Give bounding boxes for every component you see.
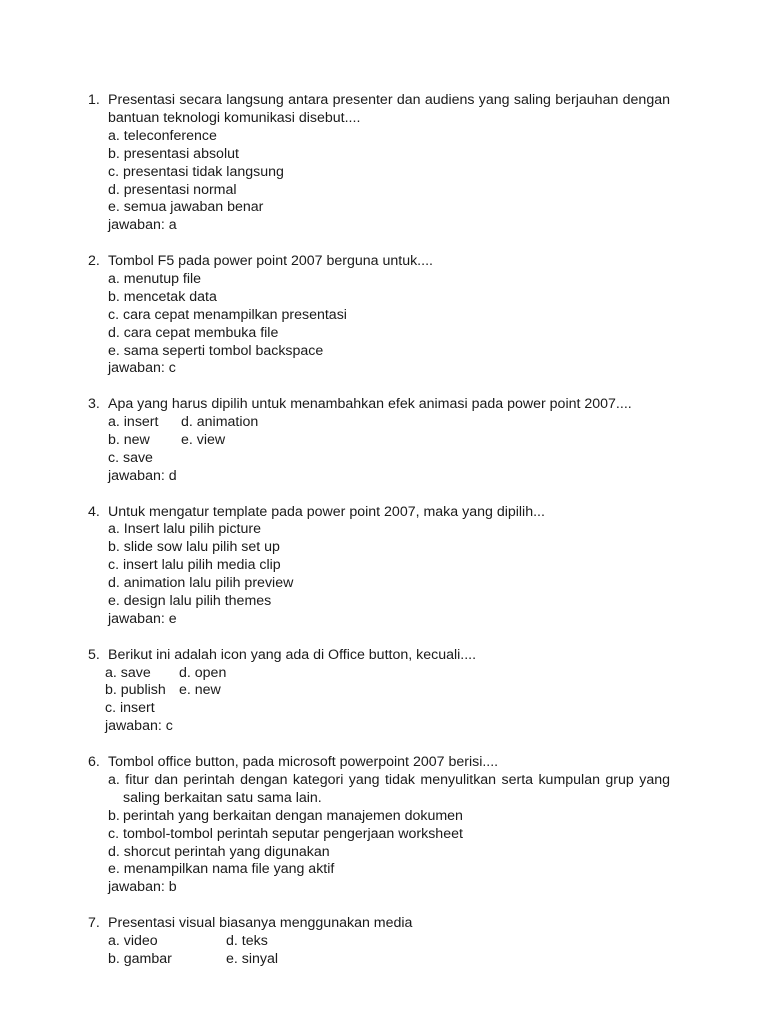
answer: jawaban: a bbox=[108, 217, 177, 234]
option-e: e. sama seperti tombol backspace bbox=[108, 342, 324, 359]
option-c: c. cara cepat menampilkan presentasi bbox=[108, 306, 347, 323]
question-text: Berikut ini adalah icon yang ada di Office button, kecuali.... bbox=[108, 646, 477, 663]
option-row bbox=[105, 665, 670, 683]
option-row bbox=[105, 682, 670, 700]
option-row bbox=[105, 700, 670, 718]
option-row bbox=[108, 933, 670, 951]
option-a: a. save bbox=[105, 664, 151, 681]
option-e: e. new bbox=[179, 682, 221, 699]
option-d: d. animation lalu pilih preview bbox=[108, 575, 294, 592]
option-b: b. slide sow lalu pilih set up bbox=[108, 539, 280, 556]
option-a: a. video bbox=[108, 932, 158, 949]
question-number: 1. bbox=[88, 92, 100, 108]
answer: jawaban: d bbox=[108, 467, 177, 484]
question-text: Tombol office button, pada microsoft powerpoint 2007 berisi.... bbox=[108, 753, 499, 770]
option-d: d. animation bbox=[181, 414, 259, 431]
answer: jawaban: b bbox=[108, 879, 177, 896]
option-b: b. new bbox=[108, 432, 150, 448]
question-text: Apa yang harus dipilih untuk menambahkan efek animasi pada power point 2007.... bbox=[108, 396, 632, 413]
option-b: b. publish bbox=[105, 682, 166, 699]
answer: jawaban: c bbox=[105, 718, 173, 735]
option-c: c. insert bbox=[105, 700, 155, 717]
option-c bbox=[108, 826, 670, 844]
option-letter: c. bbox=[108, 825, 120, 842]
option-e: e. design lalu pilih themes bbox=[108, 593, 272, 610]
question-number: 3. bbox=[88, 396, 100, 413]
question-text: Presentasi visual biasanya menggunakan media bbox=[108, 915, 413, 932]
option-a: a. insert bbox=[108, 414, 159, 431]
option-a: a. menutup file bbox=[108, 270, 202, 287]
question-text: Untuk mengatur template pada power point 2007, maka yang dipilih... bbox=[108, 503, 545, 520]
question-2 bbox=[0, 253, 768, 378]
option-text: tombol-tombol perintah seputar pengerjaan worksheet bbox=[123, 825, 463, 842]
question-text: Presentasi secara langsung antara presenter dan audiens yang saling berjauhan dengan bantuan teknologi komunikasi disebut.... bbox=[108, 92, 670, 126]
option-e: e. view bbox=[181, 432, 226, 448]
option-letter: b. bbox=[108, 807, 120, 824]
question-number: 7. bbox=[88, 915, 100, 932]
option-a: a. teleconference bbox=[108, 127, 217, 144]
option-e: e. sinyal bbox=[226, 950, 279, 967]
option-e: e. menampilkan nama file yang aktif bbox=[108, 861, 335, 878]
option-c: c. presentasi tidak langsung bbox=[108, 163, 284, 180]
option-d: d. open bbox=[179, 664, 227, 681]
option-d: d. shorcut perintah yang digunakan bbox=[108, 843, 330, 860]
option-b bbox=[108, 808, 670, 826]
option-a: a. Insert lalu pilih picture bbox=[108, 521, 261, 538]
option-a: a. fitur dan perintah dengan kategori yang tidak menyulitkan serta kumpulan grup yang saling berkaitan satu sama lain. bbox=[108, 771, 670, 806]
question-number: 4. bbox=[88, 503, 100, 520]
question-6 bbox=[0, 754, 768, 897]
option-row bbox=[108, 951, 670, 969]
question-3 bbox=[0, 396, 768, 486]
option-row bbox=[108, 450, 670, 468]
option-b: b. mencetak data bbox=[108, 288, 217, 305]
option-c: c. save bbox=[108, 449, 153, 466]
question-text: Tombol F5 pada power point 2007 berguna untuk.... bbox=[108, 253, 433, 270]
question-4 bbox=[0, 504, 768, 629]
option-e: e. semua jawaban benar bbox=[108, 199, 264, 216]
option-row bbox=[108, 414, 670, 432]
question-7 bbox=[0, 915, 768, 969]
option-d: d. teks bbox=[226, 932, 268, 949]
option-b: b. gambar bbox=[108, 950, 172, 967]
question-number: 2. bbox=[88, 253, 100, 270]
option-row bbox=[108, 432, 670, 450]
option-d: d. cara cepat membuka file bbox=[108, 324, 279, 341]
question-5 bbox=[0, 647, 768, 737]
question-number: 6. bbox=[88, 753, 100, 770]
answer: jawaban: c bbox=[108, 360, 176, 377]
question-1 bbox=[0, 92, 768, 235]
option-text: perintah yang berkaitan dengan manajemen dokumen bbox=[123, 807, 463, 824]
document-page bbox=[0, 92, 768, 987]
option-d: d. presentasi normal bbox=[108, 181, 237, 198]
answer: jawaban: e bbox=[108, 610, 177, 627]
question-number: 5. bbox=[88, 646, 100, 663]
option-c: c. insert lalu pilih media clip bbox=[108, 557, 281, 574]
option-b: b. presentasi absolut bbox=[108, 145, 239, 162]
